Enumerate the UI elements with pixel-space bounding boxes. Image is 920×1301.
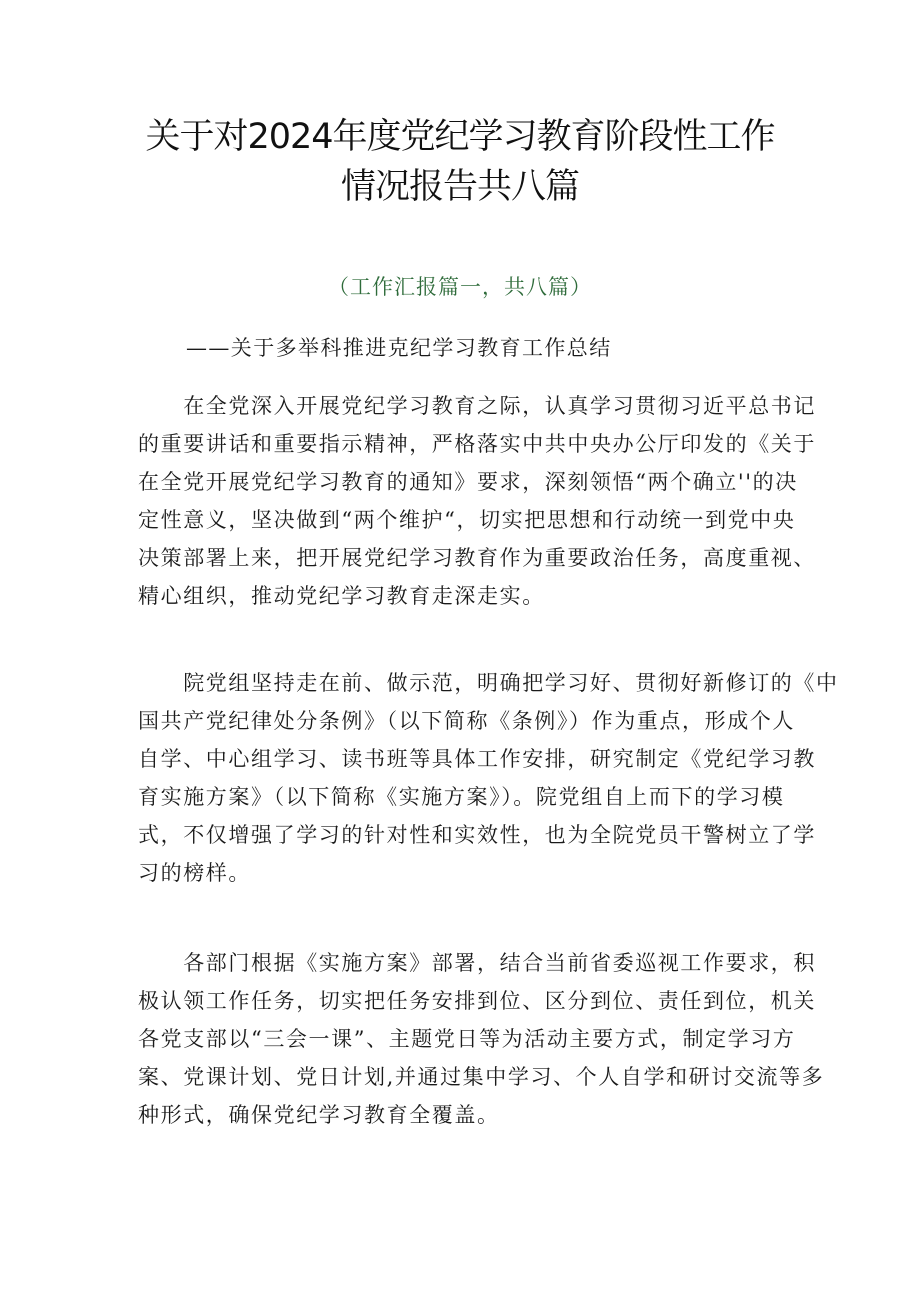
title-line-2: 情况报告共八篇 [340, 167, 579, 207]
section-subtitle: （工作汇报篇一，共八篇） [328, 275, 592, 299]
title-line-1: 关于对2024年度党纪学习教育阶段性工作 [145, 117, 775, 157]
paragraph-line: 式，不仅增强了学习的针对性和实效性，也为全院党员干警树立了学 [138, 823, 816, 847]
paragraph-line: 育实施方案》（以下简称《实施方案》）。院党组自上而下的学习模 [138, 785, 785, 809]
document-title [100, 112, 820, 212]
paragraph-1 [138, 387, 816, 615]
paragraph-line: 定性意义，坚决做到“两个维护“，切实把思想和行动统一到党中央 [138, 508, 796, 532]
paragraph-line: 国共产党纪律处分条例》（以下简称《条例》）作为重点，形成个人 [138, 709, 795, 733]
paragraph-line: 各党支部以“三会一课”、主题党日等为活动主要方式，制定学习方 [138, 1027, 796, 1051]
paragraph-line: 决策部署上来，把开展党纪学习教育作为重要政治任务，高度重视、 [138, 546, 816, 570]
paragraph-line: 案、党课计划、党日计划,并通过集中学习、个人自学和研讨交流等多 [138, 1065, 825, 1089]
paragraph-line: 种形式，确保党纪学习教育全覆盖。 [138, 1103, 500, 1127]
paragraph-line: 的重要讲话和重要指示精神，严格落实中共中央办公厅印发的《关于 [138, 432, 816, 456]
paragraph-line: 习的榜样。 [138, 861, 251, 885]
paragraph-3 [138, 944, 825, 1134]
paragraph-line: 自学、中心组学习、读书班等具体工作安排，研究制定《党纪学习教 [138, 747, 816, 771]
paragraph-line: 在全党深入开展党纪学习教育之际，认真学习贯彻习近平总书记 [138, 394, 816, 418]
paragraph-line: 院党组坚持走在前、做示范，明确把学习好、贯彻好新修订的《中 [138, 671, 839, 695]
paragraph-line: 在全党开展党纪学习教育的通知》要求，深刻领悟“两个确立''的决 [138, 470, 798, 494]
paragraph-2 [138, 664, 839, 892]
article-byline: ——关于多举科推进克纪学习教育工作总结 [186, 336, 612, 360]
paragraph-line: 极认领工作任务，切实把任务安排到位、区分到位、责任到位，机关 [138, 989, 816, 1013]
paragraph-line: 精心组织，推动党纪学习教育走深走实。 [138, 584, 545, 608]
paragraph-line: 各部门根据《实施方案》部署，结合当前省委巡视工作要求，积 [138, 951, 816, 975]
